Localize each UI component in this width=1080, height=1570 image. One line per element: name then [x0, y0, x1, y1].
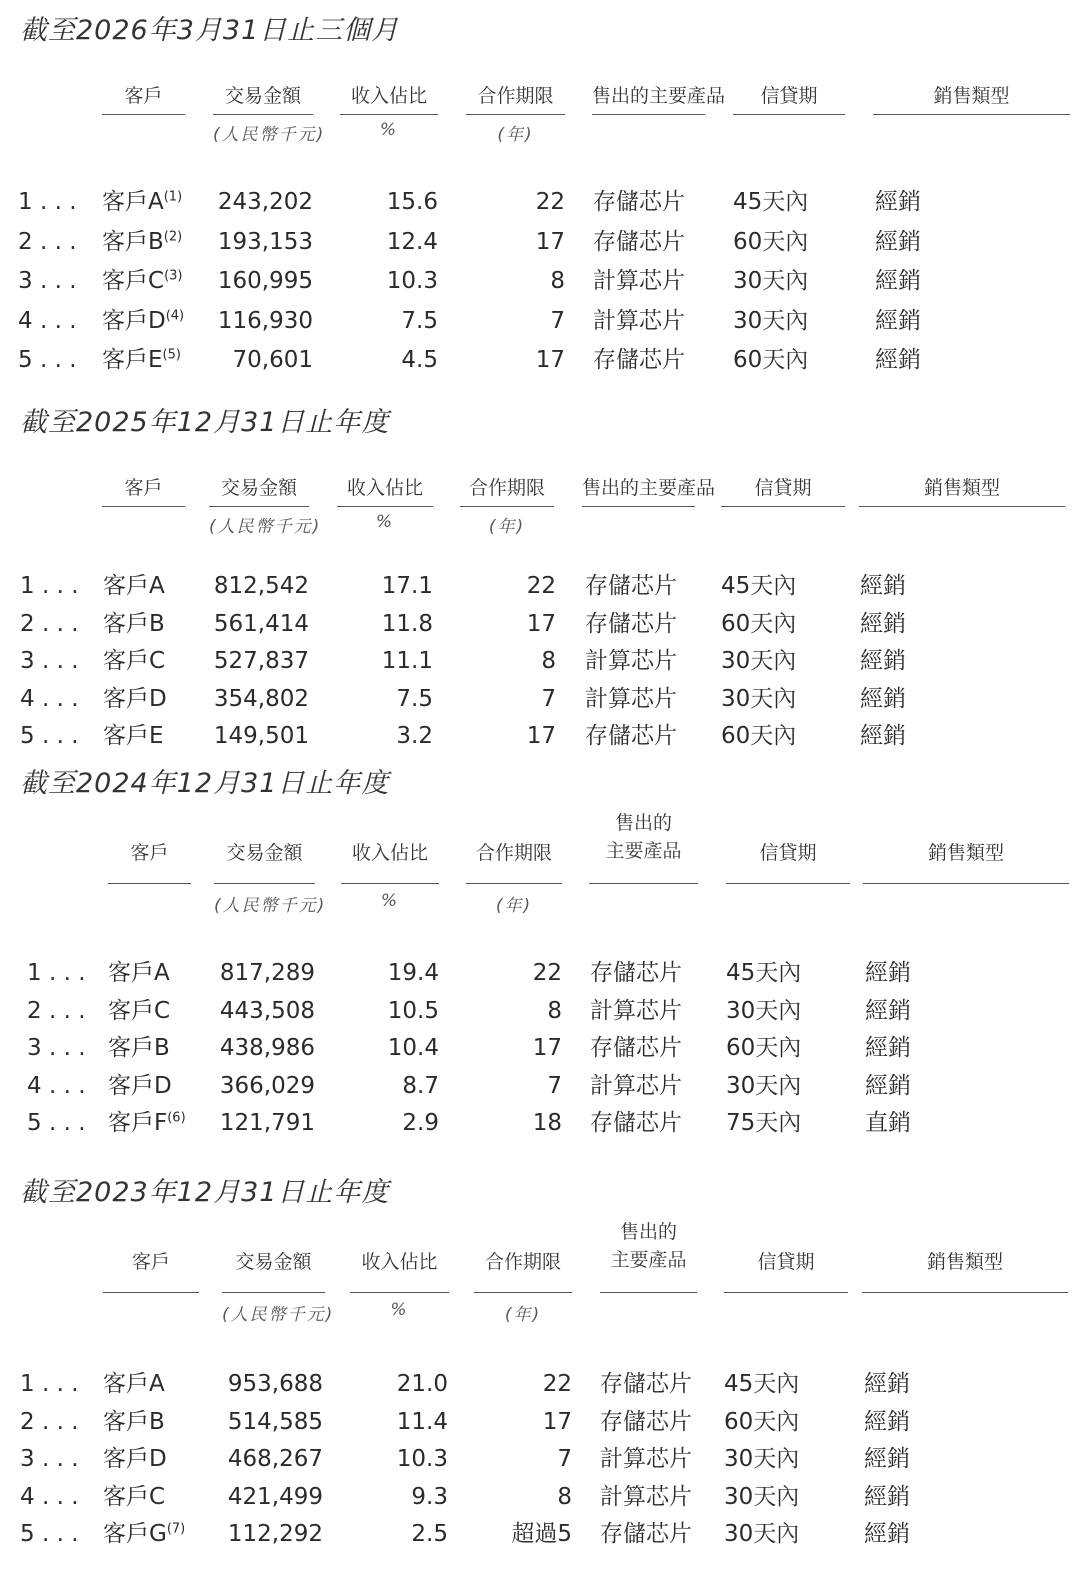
header-amount: 交易金額 — [235, 1251, 312, 1273]
row-rank: 4 . . . — [20, 685, 79, 712]
sales-type: 經銷 — [864, 1521, 910, 1547]
main-product: 計算芯片 — [593, 268, 685, 294]
revenue-share: 10.3 — [396, 1446, 448, 1472]
revenue-share: 2.9 — [402, 1110, 439, 1136]
main-product: 存儲芯片 — [590, 960, 682, 986]
revenue-share: 2.5 — [411, 1521, 448, 1547]
transaction-amount: 366,029 — [219, 1072, 315, 1099]
credit-period: 30天內 — [724, 1446, 800, 1472]
customer-name: 客戶B — [103, 610, 165, 637]
sales-type: 經銷 — [860, 573, 906, 599]
sales-type: 經銷 — [865, 1035, 911, 1061]
cooperation-term: 8 — [541, 648, 556, 674]
table-section — [0, 8, 1080, 408]
table-row — [0, 642, 1080, 680]
revenue-share: 7.5 — [396, 685, 433, 712]
unit-amount: (人民幣千元) — [214, 896, 327, 916]
credit-period: 30天內 — [721, 648, 797, 674]
transaction-amount: 354,802 — [213, 685, 309, 712]
customer-name: 客戶A — [103, 1371, 165, 1397]
main-product: 存儲芯片 — [590, 1110, 682, 1136]
row-rank: 5 . . . — [18, 347, 77, 373]
cooperation-term: 超過5 — [511, 1521, 572, 1547]
header-rule — [222, 1292, 325, 1293]
revenue-share: 21.0 — [396, 1371, 448, 1397]
customer-name: 客戶B$^{(2)}$ — [102, 228, 183, 255]
footnote-marker: (5) — [162, 347, 181, 363]
cooperation-term: 22 — [542, 1371, 572, 1397]
customer-name: 客戶E — [103, 723, 164, 749]
main-product: 存儲芯片 — [593, 228, 685, 255]
footnote-marker: (2) — [163, 228, 183, 244]
sales-type: 經銷 — [860, 648, 906, 674]
header-customer: 客戶 — [124, 85, 163, 107]
unit-amount: (人民幣千元) — [222, 1305, 335, 1325]
row-rank: 1 . . . — [18, 189, 77, 215]
transaction-amount: 243,202 — [217, 189, 313, 215]
transaction-amount: 438,986 — [219, 1035, 315, 1061]
header-rule — [873, 114, 1070, 115]
main-product: 計算芯片 — [585, 685, 677, 712]
unit-share: % — [379, 120, 399, 140]
unit-share: % — [380, 891, 400, 911]
table-row — [0, 1365, 1080, 1403]
transaction-amount: 149,501 — [213, 723, 309, 749]
header-rule — [102, 114, 185, 115]
sales-type: 經銷 — [875, 268, 921, 294]
table-section — [0, 761, 1080, 1161]
footnote-marker: (4) — [165, 307, 185, 323]
table-row — [0, 992, 1080, 1030]
credit-period: 30天內 — [724, 1483, 800, 1510]
main-product: 計算芯片 — [590, 997, 682, 1024]
credit-period: 30天內 — [733, 307, 809, 334]
transaction-amount: 953,688 — [227, 1371, 323, 1397]
unit-term: (年) — [497, 125, 534, 145]
table-row — [0, 223, 1080, 261]
transaction-amount: 468,267 — [227, 1446, 323, 1472]
sales-type: 經銷 — [865, 960, 911, 986]
header-rule — [582, 506, 695, 507]
cooperation-term: 22 — [526, 573, 556, 599]
cooperation-term: 7 — [541, 685, 556, 712]
unit-share: % — [375, 512, 395, 532]
cooperation-term: 7 — [547, 1072, 562, 1099]
row-rank: 5 . . . — [27, 1110, 86, 1136]
row-rank: 3 . . . — [20, 648, 79, 674]
header-share: 收入佔比 — [346, 477, 423, 499]
table-row — [0, 1029, 1080, 1067]
header-credit: 信貸期 — [759, 842, 817, 864]
cooperation-term: 22 — [535, 189, 565, 215]
transaction-amount: 112,292 — [227, 1521, 323, 1547]
row-rank: 2 . . . — [27, 997, 86, 1024]
cooperation-term: 17 — [526, 610, 556, 637]
header-product-line2: 主要產品 — [610, 1249, 687, 1271]
row-rank: 4 . . . — [27, 1072, 86, 1099]
customer-name: 客戶D$^{(4)}$ — [102, 307, 185, 334]
main-product: 存儲芯片 — [593, 189, 685, 215]
cooperation-term: 17 — [535, 347, 565, 373]
header-share: 收入佔比 — [351, 842, 428, 864]
unit-term: (年) — [504, 1305, 542, 1325]
revenue-share: 7.5 — [401, 307, 438, 334]
transaction-amount: 812,542 — [213, 573, 309, 599]
header-rule — [213, 114, 313, 115]
cooperation-term: 22 — [532, 960, 562, 986]
credit-period: 60天內 — [733, 347, 809, 373]
header-rule — [859, 506, 1065, 507]
sales-type: 經銷 — [860, 685, 906, 712]
header-rule — [103, 1292, 199, 1293]
credit-period: 60天內 — [733, 228, 809, 255]
header-rule — [214, 883, 315, 884]
table-row — [0, 262, 1080, 300]
header-customer: 客戶 — [130, 842, 169, 864]
cooperation-term: 8 — [550, 268, 565, 294]
table-row — [0, 302, 1080, 340]
credit-period: 45天內 — [726, 960, 802, 986]
main-product: 計算芯片 — [600, 1483, 692, 1510]
credit-period: 45天內 — [733, 189, 809, 215]
header-rule — [341, 883, 439, 884]
main-product: 存儲芯片 — [585, 610, 677, 637]
credit-period: 75天內 — [726, 1110, 802, 1136]
header-rule — [460, 506, 554, 507]
customer-name: 客戶D — [103, 685, 167, 712]
main-product: 計算芯片 — [600, 1446, 692, 1472]
table-row — [0, 341, 1080, 379]
transaction-amount: 514,585 — [227, 1408, 323, 1435]
header-term: 合作期限 — [477, 85, 554, 107]
table-row — [0, 183, 1080, 221]
customer-name: 客戶F$^{(6)}$ — [108, 1110, 186, 1136]
transaction-amount: 561,414 — [213, 610, 309, 637]
header-credit: 信貸期 — [754, 477, 812, 499]
row-rank: 3 . . . — [18, 268, 77, 294]
sales-type: 經銷 — [875, 347, 921, 373]
main-product: 存儲芯片 — [600, 1521, 692, 1547]
revenue-share: 4.5 — [401, 347, 438, 373]
header-sales-type: 銷售類型 — [923, 477, 1000, 499]
transaction-amount: 527,837 — [213, 648, 309, 674]
sales-type: 經銷 — [875, 228, 921, 255]
revenue-share: 17.1 — [381, 573, 433, 599]
main-product: 存儲芯片 — [593, 347, 685, 373]
customer-name: 客戶D — [103, 1446, 167, 1472]
header-rule — [862, 1292, 1068, 1293]
row-rank: 5 . . . — [20, 723, 79, 749]
revenue-share: 11.4 — [396, 1408, 448, 1435]
header-credit: 信貸期 — [760, 85, 818, 107]
credit-period: 45天內 — [724, 1371, 800, 1397]
header-product-line1: 售出的 — [619, 1221, 677, 1243]
main-product: 計算芯片 — [585, 648, 677, 674]
table-row — [0, 1478, 1080, 1516]
header-term: 合作期限 — [475, 842, 552, 864]
row-rank: 1 . . . — [27, 960, 86, 986]
header-share: 收入佔比 — [361, 1251, 438, 1273]
transaction-amount: 193,153 — [217, 228, 313, 255]
cooperation-term: 18 — [532, 1110, 562, 1136]
header-rule — [102, 506, 185, 507]
header-product — [600, 1218, 697, 1274]
header-credit: 信貸期 — [757, 1251, 815, 1273]
cooperation-term: 8 — [547, 997, 562, 1024]
cooperation-term: 7 — [550, 307, 565, 334]
sales-type: 經銷 — [860, 610, 906, 637]
header-product — [589, 809, 698, 865]
customer-name: 客戶D — [108, 1072, 172, 1099]
credit-period: 30天內 — [721, 685, 797, 712]
revenue-share: 19.4 — [387, 960, 439, 986]
revenue-share: 10.3 — [386, 268, 438, 294]
customer-name: 客戶G$^{(7)}$ — [103, 1521, 186, 1547]
sales-type: 經銷 — [864, 1483, 910, 1510]
credit-period: 30天內 — [726, 997, 802, 1024]
header-rule — [466, 114, 565, 115]
header-product-line1: 售出的 — [614, 812, 672, 834]
sales-type: 經銷 — [875, 189, 921, 215]
header-rule — [209, 506, 309, 507]
transaction-amount: 70,601 — [232, 347, 313, 373]
row-rank: 5 . . . — [20, 1521, 79, 1547]
table-row — [0, 567, 1080, 605]
header-amount: 交易金額 — [226, 842, 303, 864]
row-rank: 3 . . . — [27, 1035, 86, 1061]
header-rule — [474, 1292, 572, 1293]
credit-period: 60天內 — [721, 610, 797, 637]
sales-type: 經銷 — [864, 1408, 910, 1435]
cooperation-term: 17 — [532, 1035, 562, 1061]
header-rule — [337, 506, 433, 507]
sales-type: 經銷 — [864, 1446, 910, 1472]
cooperation-term: 17 — [526, 723, 556, 749]
revenue-share: 3.2 — [396, 723, 433, 749]
header-sales-type: 銷售類型 — [927, 842, 1004, 864]
main-product: 計算芯片 — [593, 307, 685, 334]
transaction-amount: 421,499 — [227, 1483, 323, 1510]
section-title: 截至2023年12月31日止年度 — [20, 1177, 390, 1208]
header-rule — [466, 883, 562, 884]
revenue-share: 10.5 — [387, 997, 439, 1024]
table-row — [0, 1403, 1080, 1441]
credit-period: 30天內 — [733, 268, 809, 294]
sales-type: 經銷 — [860, 723, 906, 749]
header-product: 售出的主要產品 — [592, 85, 726, 107]
header-rule — [721, 506, 845, 507]
row-rank: 3 . . . — [20, 1446, 79, 1472]
section-title: 截至2025年12月31日止年度 — [20, 407, 390, 438]
revenue-share: 11.1 — [381, 648, 433, 674]
header-amount: 交易金額 — [220, 477, 297, 499]
sales-type: 經銷 — [864, 1371, 910, 1397]
sales-type: 經銷 — [865, 997, 911, 1024]
customer-name: 客戶C — [103, 648, 166, 674]
row-rank: 2 . . . — [20, 610, 79, 637]
customer-name: 客戶C$^{(3)}$ — [102, 268, 183, 294]
unit-share: % — [390, 1300, 409, 1320]
header-rule — [733, 114, 845, 115]
credit-period: 60天內 — [721, 723, 797, 749]
revenue-share: 12.4 — [386, 228, 438, 255]
row-rank: 2 . . . — [18, 228, 77, 255]
unit-amount: (人民幣千元) — [209, 517, 322, 537]
customer-name: 客戶B — [103, 1408, 165, 1435]
customer-name: 客戶E$^{(5)}$ — [102, 347, 181, 373]
row-rank: 4 . . . — [20, 1483, 79, 1510]
customer-name: 客戶B — [108, 1035, 170, 1061]
table-row — [0, 1067, 1080, 1105]
header-rule — [340, 114, 438, 115]
header-rule — [350, 1292, 449, 1293]
unit-term: (年) — [488, 517, 526, 537]
header-term: 合作期限 — [468, 477, 545, 499]
table-row — [0, 1440, 1080, 1478]
main-product: 計算芯片 — [590, 1072, 682, 1099]
header-term: 合作期限 — [484, 1251, 561, 1273]
transaction-amount: 160,995 — [217, 268, 313, 294]
unit-amount: (人民幣千元) — [213, 125, 326, 145]
footnote-marker: (3) — [164, 268, 183, 284]
header-rule — [108, 883, 191, 884]
header-share: 收入佔比 — [350, 85, 427, 107]
header-product: 售出的主要產品 — [582, 477, 716, 499]
row-rank: 2 . . . — [20, 1408, 79, 1435]
revenue-share: 11.8 — [381, 610, 433, 637]
transaction-amount: 817,289 — [219, 960, 315, 986]
sales-type: 經銷 — [865, 1072, 911, 1099]
header-amount: 交易金額 — [224, 85, 301, 107]
header-sales-type: 銷售類型 — [933, 85, 1010, 107]
cooperation-term: 7 — [557, 1446, 572, 1472]
main-product: 存儲芯片 — [585, 573, 677, 599]
credit-period: 45天內 — [721, 573, 797, 599]
table-row — [0, 680, 1080, 718]
customer-name: 客戶A$^{(1)}$ — [102, 189, 183, 215]
header-sales-type: 銷售類型 — [926, 1251, 1003, 1273]
transaction-amount: 121,791 — [219, 1110, 315, 1136]
header-rule — [724, 1292, 848, 1293]
header-customer: 客戶 — [131, 1251, 170, 1273]
footnote-marker: (6) — [167, 1110, 186, 1126]
main-product: 存儲芯片 — [600, 1408, 692, 1435]
table-section — [0, 400, 1080, 800]
row-rank: 1 . . . — [20, 1371, 79, 1397]
transaction-amount: 116,930 — [217, 307, 313, 334]
section-title: 截至2024年12月31日止年度 — [20, 768, 390, 799]
cooperation-term: 8 — [557, 1483, 572, 1510]
header-product-line2: 主要產品 — [605, 840, 682, 862]
customer-name: 客戶C — [108, 997, 171, 1024]
header-rule — [863, 883, 1069, 884]
revenue-share: 10.4 — [387, 1035, 439, 1061]
row-rank: 4 . . . — [18, 307, 77, 334]
table-row — [0, 1515, 1080, 1553]
header-rule — [726, 883, 850, 884]
table-row — [0, 1104, 1080, 1142]
main-product: 存儲芯片 — [600, 1371, 692, 1397]
header-rule — [589, 883, 698, 884]
cooperation-term: 17 — [535, 228, 565, 255]
table-section — [0, 1170, 1080, 1570]
customer-name: 客戶A — [108, 960, 170, 986]
revenue-share: 8.7 — [402, 1072, 439, 1099]
customer-name: 客戶A — [103, 573, 165, 599]
footnote-marker: (1) — [163, 189, 183, 205]
main-product: 存儲芯片 — [590, 1035, 682, 1061]
sales-type: 直銷 — [865, 1110, 911, 1136]
header-rule — [592, 114, 705, 115]
customer-name: 客戶C — [103, 1483, 166, 1510]
table-row — [0, 954, 1080, 992]
credit-period: 60天內 — [726, 1035, 802, 1061]
table-row — [0, 605, 1080, 643]
cooperation-term: 17 — [542, 1408, 572, 1435]
credit-period: 60天內 — [724, 1408, 800, 1435]
header-customer: 客戶 — [124, 477, 163, 499]
row-rank: 1 . . . — [20, 573, 79, 599]
transaction-amount: 443,508 — [219, 997, 315, 1024]
credit-period: 30天內 — [726, 1072, 802, 1099]
section-title: 截至2026年3月31日止三個月 — [20, 15, 400, 46]
header-rule — [600, 1292, 697, 1293]
revenue-share: 15.6 — [386, 189, 438, 215]
unit-term: (年) — [495, 896, 533, 916]
footnote-marker: (7) — [166, 1521, 186, 1537]
table-row — [0, 717, 1080, 755]
main-product: 存儲芯片 — [585, 723, 677, 749]
revenue-share: 9.3 — [411, 1483, 448, 1510]
sales-type: 經銷 — [875, 307, 921, 334]
credit-period: 30天內 — [724, 1521, 800, 1547]
